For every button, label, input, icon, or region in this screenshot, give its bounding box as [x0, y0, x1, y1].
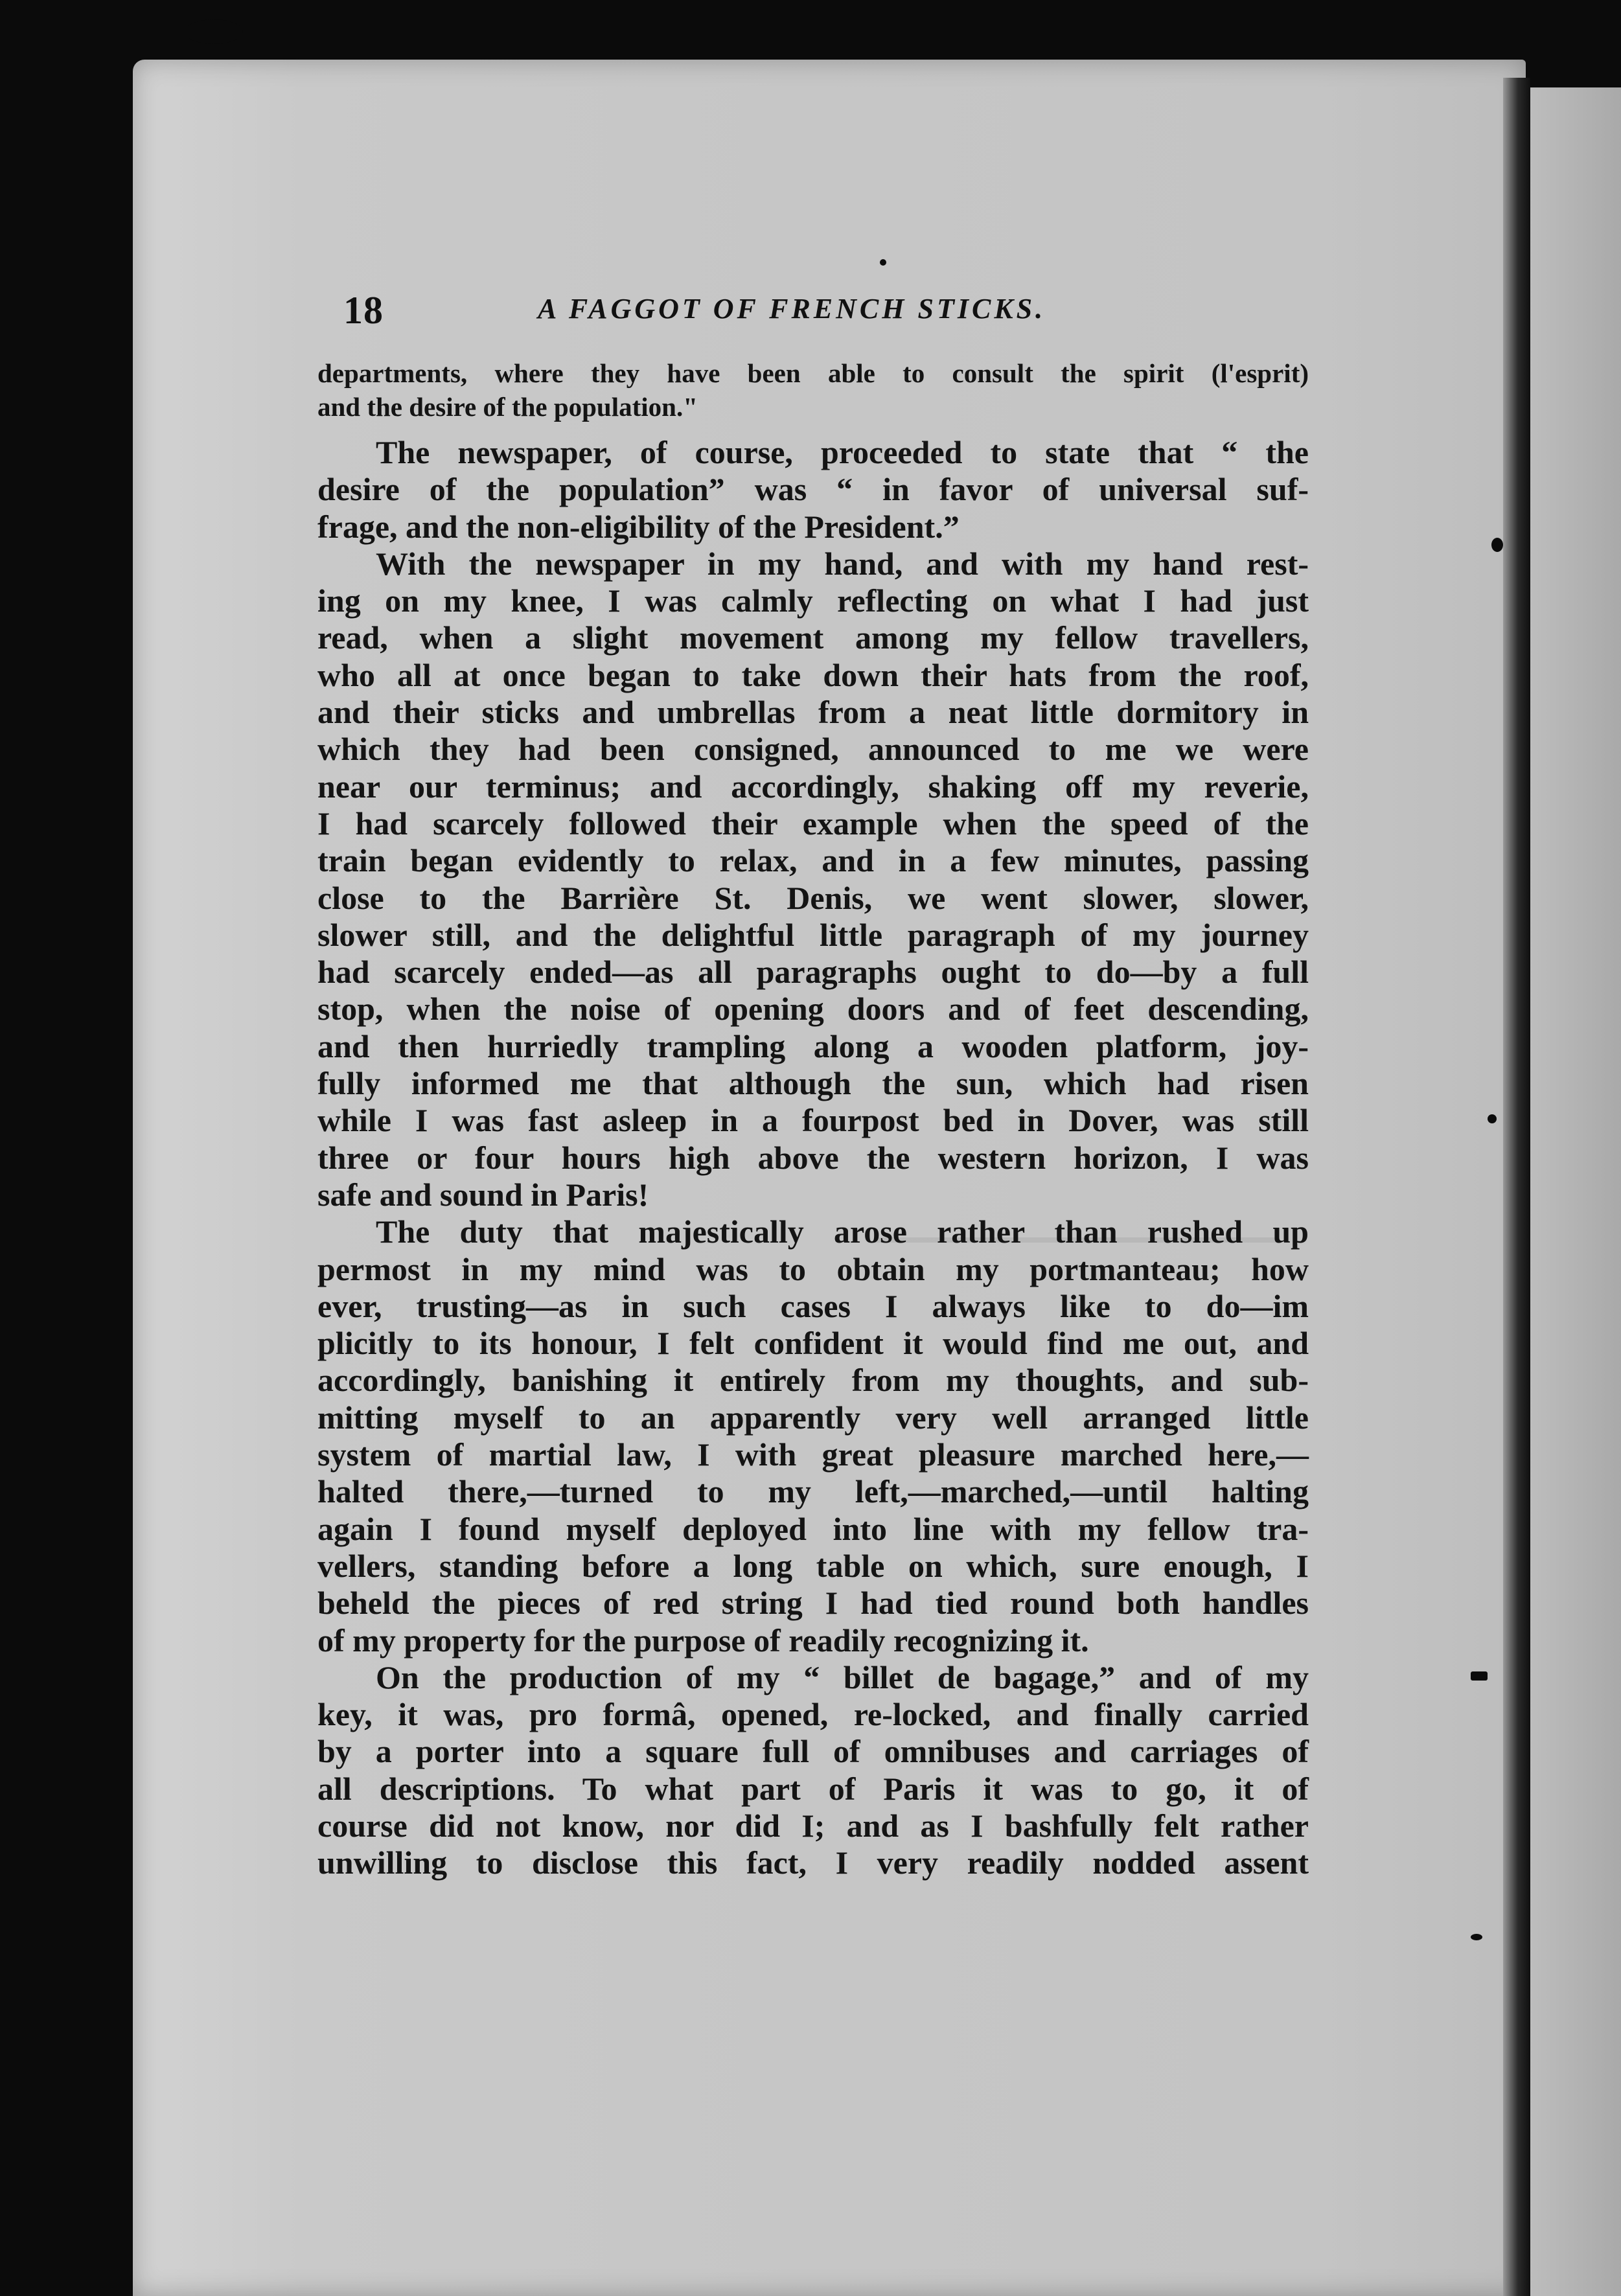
- text-line: accordingly, banishing it entirely from my thoughts, and sub-: [317, 1362, 1309, 1399]
- text-line: close to the Barrière St. Denis, we went slower, slower,: [317, 879, 1309, 916]
- scan-speck: [1488, 1114, 1497, 1123]
- adjacent-page-edge: [1530, 87, 1621, 2296]
- text-line: of my property for the purpose of readily recognizing it.: [317, 1622, 1089, 1659]
- text-line: fully informed me that although the sun, which had risen: [317, 1065, 1309, 1102]
- text-line: again I found myself deployed into line with my fellow tra-: [317, 1510, 1309, 1547]
- text-line: ing on my knee, I was calmly reflecting on what I had just: [317, 582, 1309, 619]
- text-line: beheld the pieces of red string I had tied round both handles: [317, 1585, 1309, 1622]
- text-line: near our terminus; and accordingly, shaking off my reverie,: [317, 768, 1309, 805]
- text-line: and their sticks and umbrellas from a neat little dormitory in: [317, 694, 1309, 731]
- running-title: A FAGGOT OF FRENCH STICKS.: [538, 293, 1046, 325]
- page-gutter-shadow: [1503, 78, 1530, 2296]
- text-line: I had scarcely followed their example when the speed of the: [317, 805, 1309, 842]
- text-line: which they had been consigned, announced to me we were: [317, 731, 1309, 768]
- text-line: stop, when the noise of opening doors and of feet descending,: [317, 991, 1309, 1027]
- text-line: permost in my mind was to obtain my portmanteau; how: [317, 1250, 1309, 1287]
- text-line: all descriptions. To what part of Paris it was to go, it of: [317, 1770, 1309, 1807]
- scan-speck: [1471, 1671, 1488, 1681]
- text-line: and then hurriedly trampling along a wooden platform, joy-: [317, 1027, 1309, 1064]
- text-line: frage, and the non-eligibility of the President.”: [317, 508, 960, 545]
- scan-speck: [185, 19, 243, 44]
- scan-speck: [880, 259, 886, 266]
- text-line: by a porter into a square full of omnibuses and carriages of: [317, 1733, 1309, 1770]
- text-line: while I was fast asleep in a fourpost bed in Dover, was still: [317, 1102, 1309, 1139]
- text-line: The newspaper, of course, proceeded to state that “ the: [376, 434, 1309, 470]
- quotation-line: and the desire of the population.": [317, 392, 698, 422]
- text-line: vellers, standing before a long table on which, sure enough, I: [317, 1547, 1309, 1584]
- text-line: halted there,—turned to my left,—marched,—until halting: [317, 1473, 1309, 1510]
- text-line: course did not know, nor did I; and as I bashfully felt rather: [317, 1807, 1309, 1844]
- text-line: slower still, and the delightful little paragraph of my journey: [317, 916, 1309, 953]
- body-text: [317, 434, 1309, 1882]
- text-line: The duty that majestically arose rather than rushed up: [376, 1213, 1309, 1250]
- text-line: ever, trusting—as in such cases I always like to do—im: [317, 1287, 1309, 1324]
- text-line: On the production of my “ billet de bagage,” and of my: [376, 1659, 1309, 1695]
- text-line: read, when a slight movement among my fellow travellers,: [317, 619, 1309, 656]
- page-number: 18: [343, 289, 384, 332]
- text-line: safe and sound in Paris!: [317, 1176, 649, 1213]
- text-line: With the newspaper in my hand, and with my hand rest-: [376, 545, 1309, 582]
- quotation-block: [317, 356, 1309, 424]
- scan-speck: [1491, 538, 1503, 552]
- quotation-line: departments, where they have been able to consult the spirit (l'esprit): [317, 358, 1309, 388]
- text-line: unwilling to disclose this fact, I very readily nodded assent: [317, 1844, 1309, 1881]
- scan-speck: [1471, 1934, 1482, 1940]
- text-line: had scarcely ended—as all paragraphs ought to do—by a full: [317, 954, 1309, 991]
- text-line: three or four hours high above the western horizon, I was: [317, 1139, 1309, 1176]
- text-line: key, it was, pro formâ, opened, re-locked, and finally carried: [317, 1696, 1309, 1733]
- text-line: system of martial law, I with great pleasure marched here,—: [317, 1436, 1309, 1473]
- text-line: train began evidently to relax, and in a few minutes, passing: [317, 842, 1309, 879]
- text-line: desire of the population” was “ in favor of universal suf-: [317, 471, 1309, 508]
- text-line: plicitly to its honour, I felt confident it would find me out, and: [317, 1325, 1309, 1362]
- text-line: mitting myself to an apparently very well arranged little: [317, 1399, 1309, 1436]
- text-line: who all at once began to take down their hats from the roof,: [317, 656, 1309, 693]
- running-head: [343, 288, 1140, 334]
